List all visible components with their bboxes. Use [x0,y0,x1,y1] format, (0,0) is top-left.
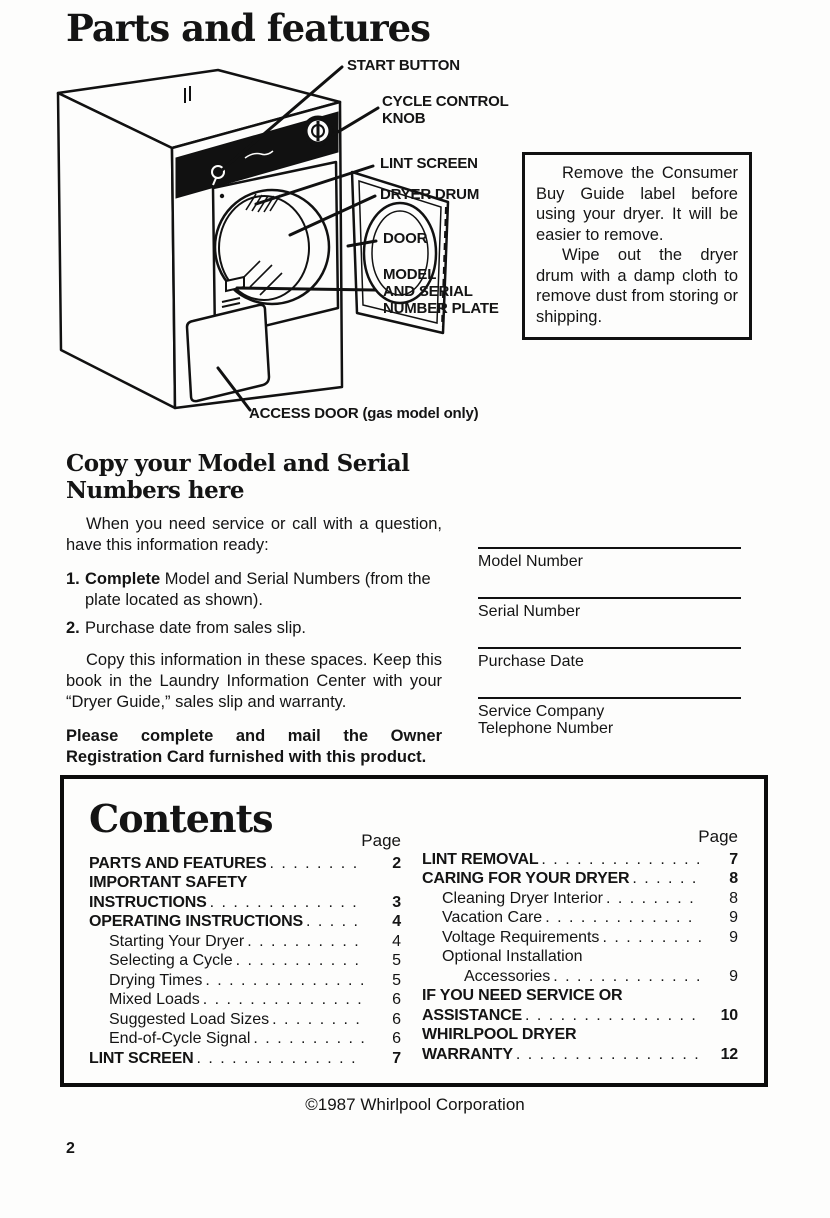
toc-entry: Suggested Load Sizes . . . 6 [89,1010,401,1030]
toc-left-column [89,831,401,1068]
dot-leader [602,928,701,948]
registration-paragraph: Please complete and mail the Owner Registration Card furnished with this product. [66,727,442,766]
dot-leader [606,889,701,909]
dot-leader [236,951,364,971]
dot-leader [541,850,701,870]
toc-entry: Optional Installation [442,948,583,965]
dot-leader [553,967,701,987]
record-fields [478,547,741,764]
toc-entry: WARRANTY . . . 12 [422,1045,738,1065]
service-company-field: Service Company Telephone Number [478,697,741,737]
label-door: DOOR [383,230,428,247]
note-paragraph: Remove the Consumer Buy Guide label before using your dryer. It will be easier to remove. [536,164,738,244]
dot-leader [196,1049,364,1069]
toc-entry: Accessories . . . 9 [422,967,738,987]
dot-leader [203,990,364,1010]
page-column-header: Page [361,831,401,850]
page-column-header: Page [698,827,738,846]
toc-entry: PARTS AND FEATURES . . . 2 [89,854,401,874]
page-title: Parts and features [66,6,431,50]
dot-leader [210,893,364,913]
access-door-shape [187,305,269,401]
model-serial-section [66,450,442,768]
model-number-field: Model Number [478,547,741,570]
contents-title: Contents [89,796,273,841]
toc-entry: ASSISTANCE . . . 10 [422,1006,738,1026]
dot-leader [272,1010,364,1030]
dot-leader [516,1045,701,1065]
toc-entry: End-of-Cycle Signal . . . 6 [89,1029,401,1049]
dot-leader [306,912,364,932]
toc-entry: IF YOU NEED SERVICE OR [422,987,623,1004]
dot-leader [525,1006,701,1026]
toc-entry: CARING FOR YOUR DRYER . . . 8 [422,869,738,889]
note-paragraph: Wipe out the dryer drum with a damp cloth to remove dust from storing or shipping. [536,246,738,326]
toc-entry: Starting Your Dryer . . . 4 [89,932,401,952]
section-intro: When you need service or call with a question, have this information ready: [66,515,442,554]
serial-number-field: Serial Number [478,597,741,620]
label-dryer-drum: DRYER DRUM [380,186,480,203]
dryer-side-panel [58,93,175,408]
label-cycle-control-knob: CYCLE CONTROL KNOB [382,93,509,127]
dot-leader [247,932,364,952]
consumer-note-box [522,152,752,340]
frame-screw [220,194,224,198]
toc-entry: Vacation Care . . . 9 [422,908,738,928]
toc-entry: Selecting a Cycle . . . 5 [89,951,401,971]
toc-entry: Mixed Loads . . . 6 [89,990,401,1010]
contents-box [60,775,768,1087]
purchase-date-field: Purchase Date [478,647,741,670]
copyright-line: ©1987 Whirlpool Corporation [305,1095,525,1114]
toc-entry: Voltage Requirements . . . 9 [422,928,738,948]
page-number: 2 [66,1140,75,1157]
label-lint-screen: LINT SCREEN [380,155,478,172]
dot-leader [269,854,364,874]
dot-leader [545,908,701,928]
label-start-button: START BUTTON [347,57,460,74]
dot-leader [205,971,364,991]
copy-info-paragraph: Copy this information in these spaces. Keep this book in the Laundry Information Center with your “Dryer Guide,” sales slip and warranty. [66,651,442,711]
toc-entry: Cleaning Dryer Interior . . . 8 [422,889,738,909]
numbered-item-1: 1. Complete Model and Serial Numbers (from the plate located as shown). [66,570,431,609]
dot-leader [632,869,701,889]
label-model-serial-plate: MODEL AND SERIAL NUMBER PLATE [383,266,499,317]
toc-entry: OPERATING INSTRUCTIONS . . . 4 [89,912,401,932]
toc-entry: IMPORTANT SAFETY [89,874,248,891]
dot-leader [253,1029,364,1049]
toc-entry: Drying Times . . . 5 [89,971,401,991]
toc-entry: WHIRLPOOL DRYER [422,1026,577,1043]
section-heading: Copy your Model and Serial Numbers here [66,450,410,504]
toc-entry: LINT REMOVAL . . . 7 [422,850,738,870]
leader-model-plate [237,288,375,290]
toc-right-column [422,827,738,1064]
toc-entry: LINT SCREEN . . . 7 [89,1049,401,1069]
numbered-item-2: 2. Purchase date from sales slip. [66,619,307,637]
toc-entry: INSTRUCTIONS . . . 3 [89,893,401,913]
label-access-door: ACCESS DOOR (gas model only) [249,405,479,422]
